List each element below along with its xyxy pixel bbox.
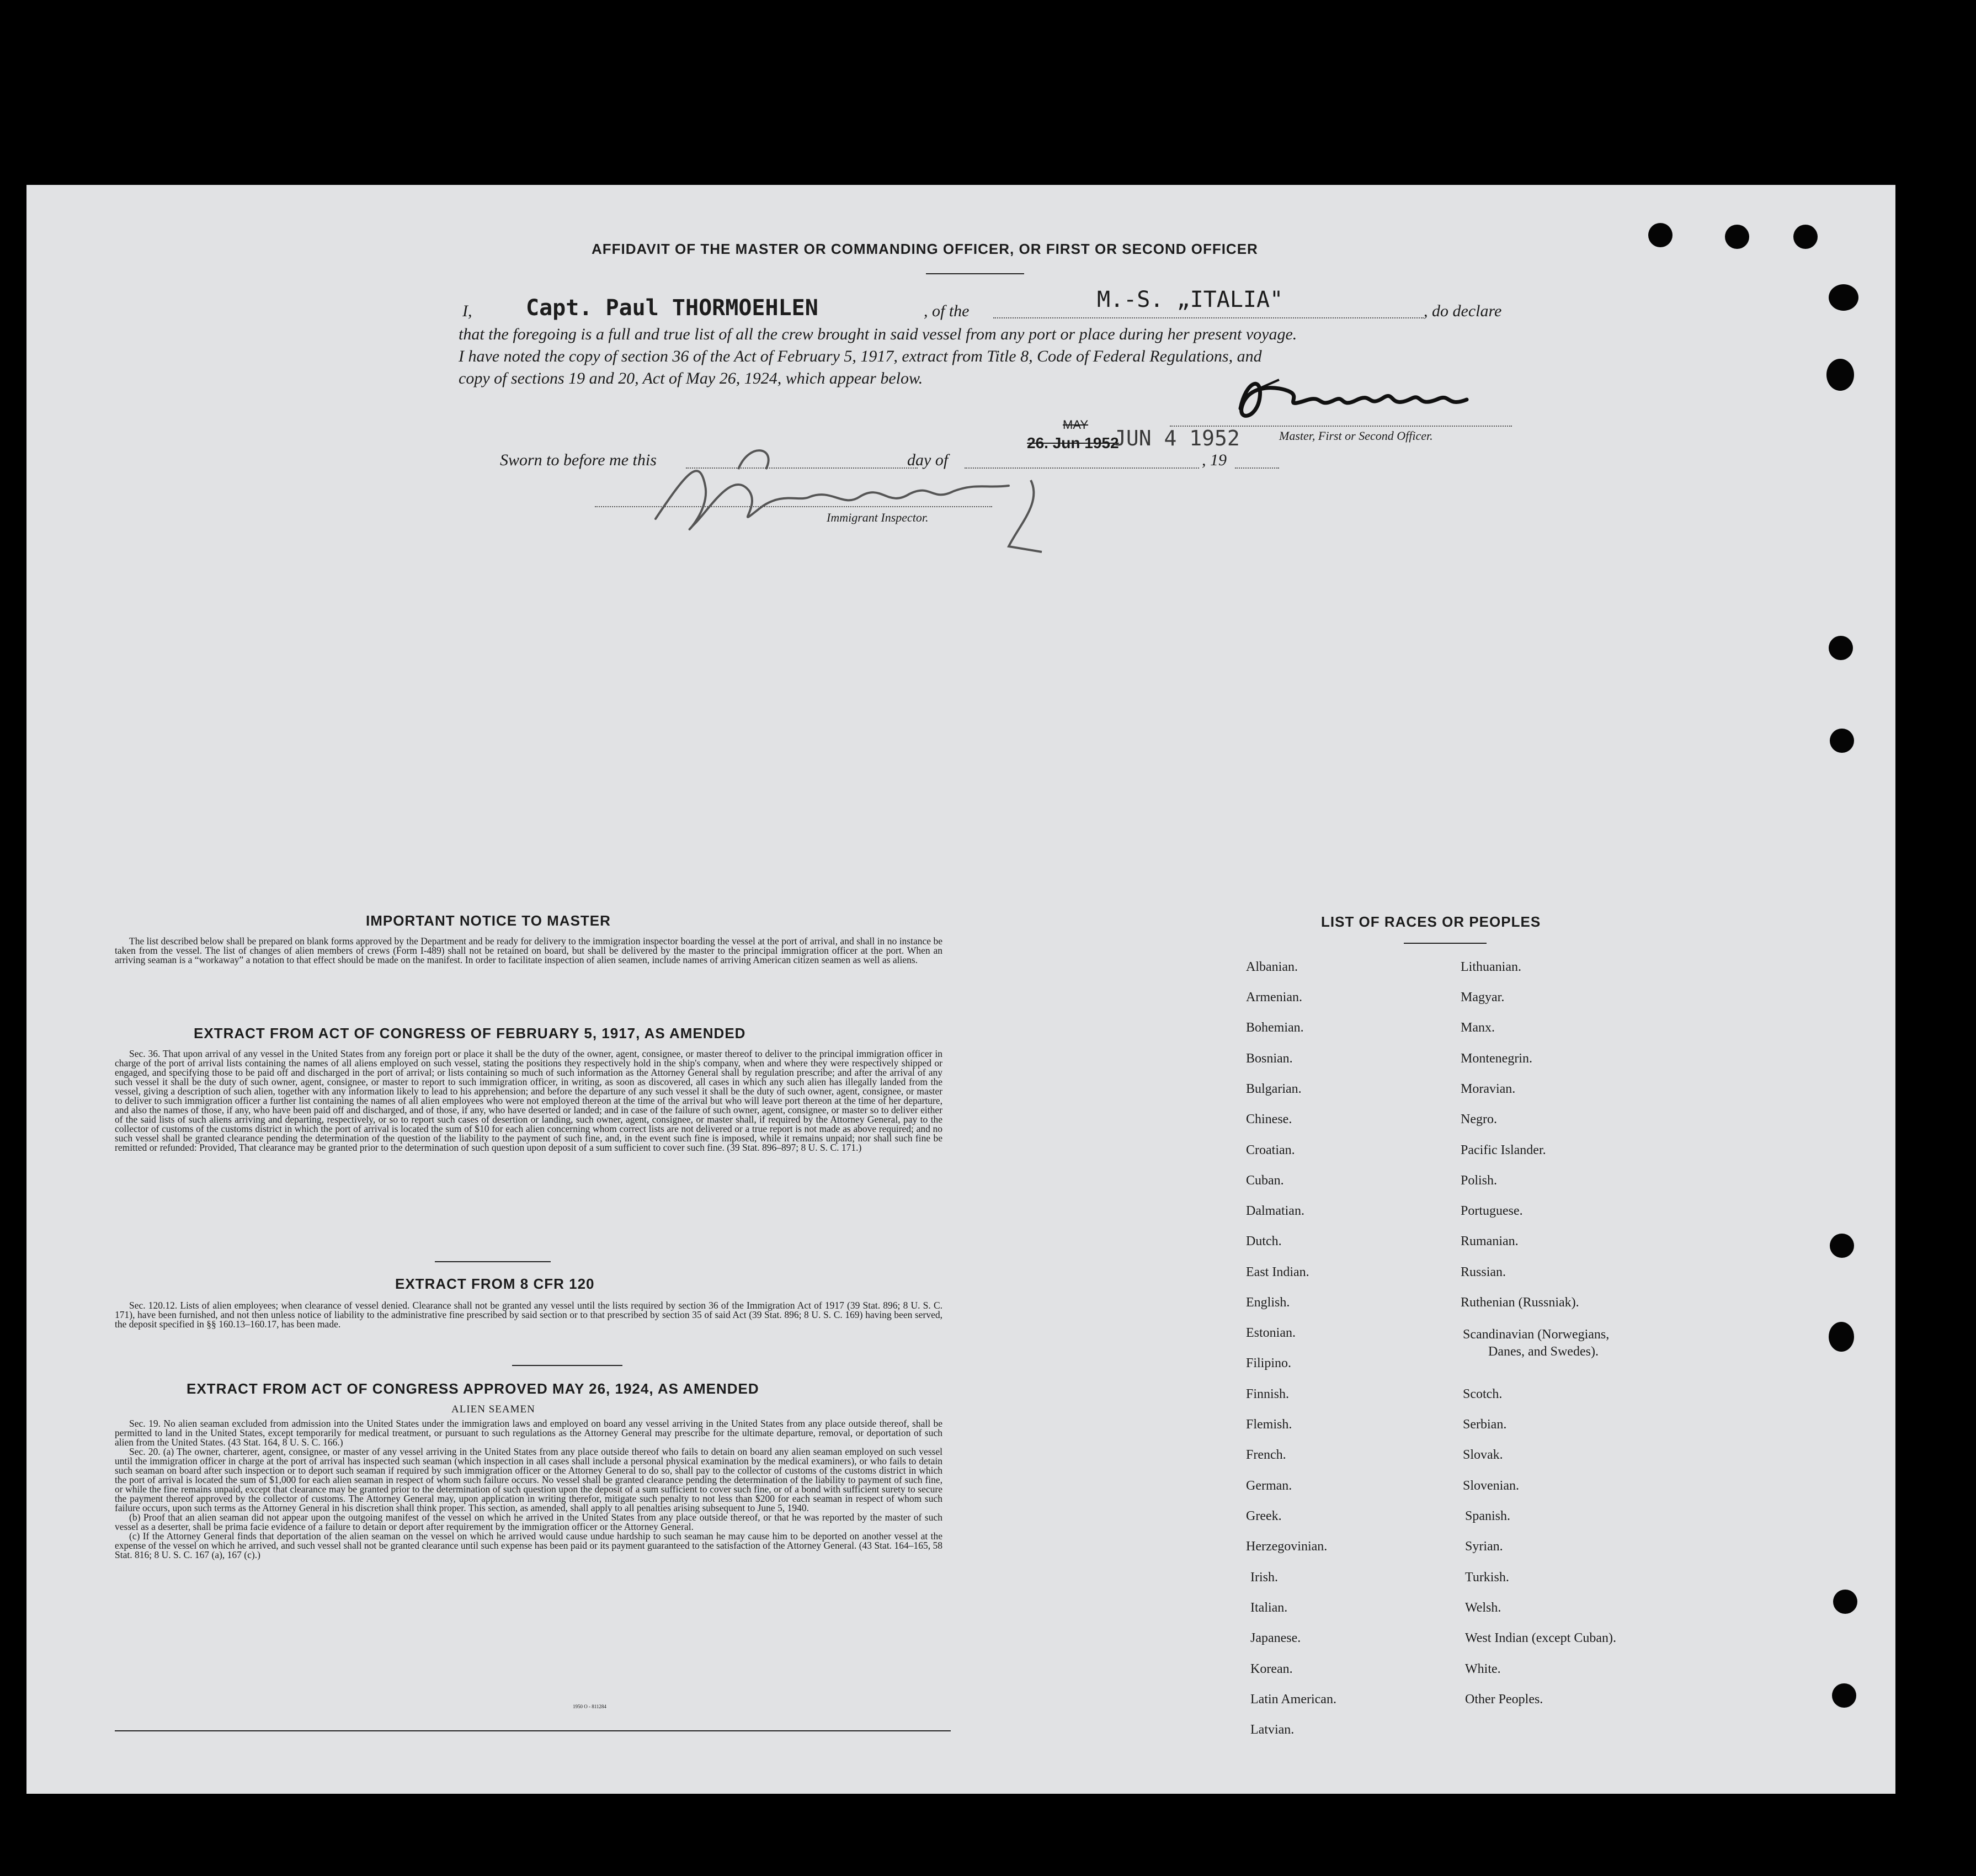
- extract-1917-title: EXTRACT FROM ACT OF CONGRESS OF FEBRUARY 5, 1917, AS AMENDED: [194, 1025, 746, 1041]
- race-item: Slovak.: [1463, 1448, 1503, 1462]
- of-the-label: , of the: [924, 302, 970, 320]
- punch-hole-icon: [1826, 359, 1854, 391]
- race-item: Ruthenian (Russniak).: [1461, 1295, 1579, 1310]
- i-label: I,: [462, 302, 472, 320]
- race-item: Flemish.: [1246, 1417, 1292, 1432]
- race-item: Manx.: [1461, 1021, 1495, 1035]
- race-item: Bulgarian.: [1246, 1082, 1302, 1096]
- alien-seamen-subtitle: ALIEN SEAMEN: [451, 1404, 535, 1415]
- punch-hole-icon: [1832, 1683, 1856, 1708]
- race-item: Japanese.: [1250, 1631, 1301, 1645]
- extract-cfr-body: [115, 1301, 942, 1329]
- race-item: Italian.: [1250, 1601, 1288, 1615]
- extract-cfr-title: EXTRACT FROM 8 CFR 120: [395, 1276, 595, 1292]
- title-divider: [926, 273, 1024, 274]
- race-item: Montenegrin.: [1461, 1051, 1532, 1066]
- race-item: Pacific Islander.: [1461, 1143, 1546, 1157]
- punch-hole-icon: [1829, 284, 1858, 311]
- section-divider: [435, 1261, 551, 1262]
- notice-body: [115, 937, 942, 965]
- affidavit-line-2: that the foregoing is a full and true list of all the crew brought in said vessel from any port or place during her present voyage.: [459, 325, 1297, 343]
- race-item: Cuban.: [1246, 1173, 1284, 1188]
- section-120-12-paragraph: Sec. 120.12. Lists of alien employees; when clearance of vessel denied. Clearance shall not be granted any vessel until the lists required by section 36 of the Immigration Act of 1917 (39 Stat. 896; 8 U. S. C. 171), have been furnished, and not then unless notice of liability to the administrative fine prescribed by said section or to that prescribed by section 35 of said Act (39 Stat. 896; 8 U. S. C. 169) having been served, the deposit specified in §§ 160.13–160.17, has been made.: [115, 1300, 942, 1330]
- race-item: Scandinavian (Norwegians,: [1463, 1327, 1610, 1342]
- race-item: Bosnian.: [1246, 1051, 1293, 1066]
- do-declare-label: , do declare: [1424, 302, 1502, 320]
- race-item: East Indian.: [1246, 1265, 1309, 1279]
- extract-1924-title: EXTRACT FROM ACT OF CONGRESS APPROVED MAY 26, 1924, AS AMENDED: [187, 1380, 759, 1397]
- race-item: German.: [1246, 1479, 1292, 1493]
- race-item: Irish.: [1250, 1570, 1278, 1585]
- race-item: Danes, and Swedes).: [1488, 1344, 1599, 1359]
- notice-title: IMPORTANT NOTICE TO MASTER: [366, 912, 611, 929]
- punch-hole-icon: [1793, 225, 1818, 249]
- race-item: Bohemian.: [1246, 1021, 1304, 1035]
- inspector-signature-icon: [622, 436, 1075, 557]
- race-item: Turkish.: [1465, 1570, 1509, 1585]
- race-item: Magyar.: [1461, 990, 1505, 1005]
- race-item: Albanian.: [1246, 960, 1298, 974]
- race-item: Scotch.: [1463, 1387, 1503, 1401]
- date-stamp: JUN 4 1952: [1114, 426, 1240, 450]
- race-item: Dutch.: [1246, 1234, 1282, 1248]
- extract-1924-body: [115, 1419, 942, 1560]
- vessel-name: M.-S. „ITALIA": [1097, 287, 1283, 312]
- bottom-rule: [115, 1730, 951, 1731]
- punch-hole-icon: [1830, 1234, 1854, 1258]
- race-item: Chinese.: [1246, 1112, 1292, 1126]
- race-item: Slovenian.: [1463, 1479, 1519, 1493]
- race-item: Armenian.: [1246, 990, 1302, 1005]
- master-caption: Master, First or Second Officer.: [1279, 429, 1433, 443]
- race-item: English.: [1246, 1295, 1290, 1310]
- affidavit-title: AFFIDAVIT OF THE MASTER OR COMMANDING OFFICER, OR FIRST OR SECOND OFFICER: [592, 241, 1258, 257]
- date-struck-above: MAY: [1063, 418, 1089, 432]
- race-item: Negro.: [1461, 1112, 1497, 1126]
- race-item: West Indian (except Cuban).: [1465, 1631, 1616, 1645]
- race-item: Polish.: [1461, 1173, 1498, 1188]
- race-item: Greek.: [1246, 1509, 1282, 1523]
- race-item: Welsh.: [1465, 1601, 1501, 1615]
- race-item: Croatian.: [1246, 1143, 1295, 1157]
- year-line: [1235, 467, 1279, 469]
- race-item: White.: [1465, 1662, 1501, 1676]
- master-name: Capt. Paul THORMOEHLEN: [526, 295, 818, 321]
- inspector-caption: Immigrant Inspector.: [827, 511, 929, 524]
- race-item: Dalmatian.: [1246, 1204, 1304, 1218]
- race-item: Syrian.: [1465, 1539, 1503, 1554]
- notice-paragraph: The list described below shall be prepared on blank forms approved by the Department and be ready for delivery to the immigration inspector boarding the vessel at the port of arrival, and shall in no instance be taken from the vessel. The list of changes of alien members of crews (Form I-489) shall not be retained on board, but shall be delivered by the master to the principal immigration officer at the port. When an arriving seaman is a “workaway” a notation to that effect should be made on the manifest. In order to facilitate inspection of alien seamen, include names of arriving American citizen seamen as well as aliens.: [115, 936, 942, 965]
- date-struck: 26. Jun 1952: [1027, 434, 1119, 451]
- vessel-field-line: [993, 317, 1424, 318]
- section-36-paragraph: Sec. 36. That upon arrival of any vessel in the United States from any foreign port or place it shall be the duty of the owner, agent, consignee, or master thereof to deliver to the principal immigration officer in charge of the port of arrival lists containing the names of all aliens employed on such vessel, stating the positions they respectively hold in the ship's company, when and where they were respectively shipped or engaged, and specifying those to be paid off and discharged in the port of arrival; or lists containing so much of such information as the Attorney General shall by regulation prescribe; and after the arrival of any such vessel it shall be the duty of such owner, agent, consignee, or master to report to such immigration officer, in writing, as soon as discovered, all cases in which any such alien has illegally landed from the vessel, giving a description of such alien, together with any information likely to lead to his apprehension; and before the departure of any such vessel it shall be the duty of such owner, agent, consignee, or master to deliver to such immigration officer a further list containing the names of all alien employees who were not employed thereon at the time of the arrival but who will leave port thereon at the time of her departure, and also the names of those, if any, who have been paid off and discharged, and of those, if any, who have deserted or landed; and in case of the failure of such owner, agent, consignee, or master so to deliver either of the said lists of such aliens arriving and departing, respectively, or so to report such cases of desertion or landing, such owner, agent, consignee, or master shall, if required by the Attorney General, pay to the collector of customs of the customs district in which the port of arrival is located the sum of $10 for each alien concerning whom correct lists are not delivered or a true report is not made as above required; and no such vessel shall be granted clearance pending the determination of the question of the liability to the payment of such fine, and, in the event such fine is imposed, while it remains unpaid; nor shall such fine be remitted or refunded: Provided, That clearance may be granted prior to the determination of such question upon deposit of a sum sufficient to cover such fine. (39 Stat. 896–897; 8 U. S. C. 171.): [115, 1048, 942, 1153]
- race-item: Filipino.: [1246, 1356, 1292, 1370]
- year-suffix: , 19: [1202, 451, 1227, 469]
- race-item: French.: [1246, 1448, 1286, 1462]
- race-item: Latin American.: [1250, 1692, 1336, 1707]
- race-item: Russian.: [1461, 1265, 1506, 1279]
- race-item: Estonian.: [1246, 1326, 1296, 1340]
- race-item: Serbian.: [1463, 1417, 1507, 1432]
- day-of-label: day of: [907, 451, 949, 469]
- sworn-label: Sworn to before me this: [500, 451, 657, 469]
- race-item: Herzegovinian.: [1246, 1539, 1328, 1554]
- extract-1917-body: [115, 1049, 942, 1152]
- form-page: [26, 185, 1895, 1794]
- races-title-divider: [1404, 943, 1487, 944]
- affidavit-line-3: I have noted the copy of section 36 of the Act of February 5, 1917, extract from Title 8, Code of Federal Regulations, and: [459, 347, 1262, 365]
- race-item: Korean.: [1250, 1662, 1293, 1676]
- section-20c-paragraph: (c) If the Attorney General finds that deportation of the alien seaman on the vessel on which he arrived would cause undue hardship to such seaman he may cause him to be deported on another vessel at the expense of the vessel on which he arrived, and such vessel shall not be granted clearance until such expense has been paid or its payment guaranteed to the satisfaction of the Attorney General. (43 Stat. 164–165, 58 Stat. 816; 8 U. S. C. 167 (a), 167 (c).): [115, 1530, 942, 1560]
- races-title: LIST OF RACES OR PEOPLES: [1321, 913, 1541, 930]
- race-item: Spanish.: [1465, 1509, 1511, 1523]
- punch-hole-icon: [1725, 225, 1749, 249]
- master-signature-icon: [1229, 370, 1527, 431]
- punch-hole-icon: [1648, 223, 1673, 247]
- race-item: Finnish.: [1246, 1387, 1290, 1401]
- printer-code: 1950 O - 811284: [573, 1704, 606, 1709]
- punch-hole-icon: [1829, 1322, 1854, 1352]
- affidavit-line-4: copy of sections 19 and 20, Act of May 26, 1924, which appear below.: [459, 369, 923, 387]
- punch-hole-icon: [1829, 636, 1853, 660]
- race-item: Moravian.: [1461, 1082, 1516, 1096]
- section-20a-paragraph: Sec. 20. (a) The owner, charterer, agent, consignee, or master of any vessel arriving in the United States from any place outside thereof who fails to detain on board any alien seaman employed on such vessel until the immigration officer in charge at the port of arrival has inspected such seaman (which inspection in all cases shall include a personal physical examination by the medical examiners), or who fails to detain such seaman on board after such inspection or to deport such seaman if required by such immigration officer or the Attorney General to do so, shall pay to the collector of customs of the customs district in which the port of arrival is located the sum of $1,000 for each alien seaman in respect of whom such failure occurs. No vessel shall be granted clearance pending the determination of the liability to payment of such fine, or while the fine remains unpaid, except that clearance may be granted prior to the determination of such question upon the deposit of a sum sufficient to cover such fine, or of a bond with sufficient surety to secure the payment thereof approved by the collector of customs. The Attorney General may, upon application in writing therefor, mitigate such penalty to not less than $200 for each seaman in respect of whom such failure occurs, upon such terms as the Attorney General in his discretion shall think proper. This section, as amended, shall apply to all penalties arising subsequent to June 5, 1940.: [115, 1446, 942, 1513]
- punch-hole-icon: [1830, 729, 1854, 753]
- race-item: Rumanian.: [1461, 1234, 1519, 1248]
- inspector-signature-line: [595, 506, 992, 507]
- section-19-paragraph: Sec. 19. No alien seaman excluded from admission into the United States under the immigration laws and employed on board any vessel arriving in the United States from any place outside thereof, shall be permitted to land in the United States, except temporarily for medical treatment, or pursuant to such regulations as the Attorney General may prescribe for the ultimate departure, removal, or deportation of such alien from the United States. (43 Stat. 164, 8 U. S. C. 166.): [115, 1418, 942, 1448]
- race-item: Other Peoples.: [1465, 1692, 1543, 1707]
- race-item: Latvian.: [1250, 1723, 1295, 1737]
- race-item: Lithuanian.: [1461, 960, 1521, 974]
- section-20b-paragraph: (b) Proof that an alien seaman did not appear upon the outgoing manifest of the vessel on which he arrived in the United States from any place outside thereof, or that he was reported by the master of such vessel as a deserter, shall be prima facie evidence of a failure to detain or deport after requirement by the immigration officer or the Attorney General.: [115, 1512, 942, 1532]
- section-divider: [512, 1365, 622, 1366]
- race-item: Portuguese.: [1461, 1204, 1523, 1218]
- punch-hole-icon: [1833, 1590, 1857, 1614]
